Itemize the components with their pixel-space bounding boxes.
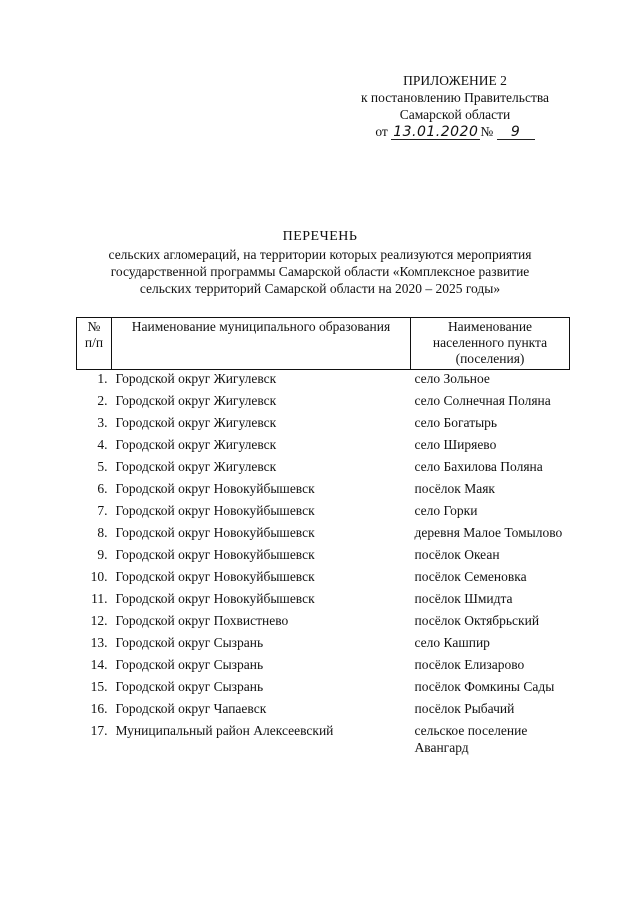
row-municipality: Городской округ Жигулевск <box>115 371 277 386</box>
row-locality: село Солнечная Поляна <box>414 393 551 408</box>
row-municipality: Муниципальный район Алексеевский <box>115 723 334 738</box>
table-row <box>77 458 570 480</box>
heading-line-2: государственной программы Самарской области «Комплексное развитие <box>110 264 530 279</box>
appendix-line-2: Самарской области <box>399 107 511 122</box>
table-row <box>77 392 570 414</box>
table-header-row <box>77 318 570 370</box>
table-row <box>77 480 570 502</box>
header-locality: Наименование населенного пункта (поселения) <box>411 318 570 370</box>
row-municipality: Городской округ Сызрань <box>115 657 264 672</box>
row-locality: село Богатырь <box>414 415 498 430</box>
row-number: 3. <box>97 415 108 430</box>
row-municipality: Городской округ Жигулевск <box>115 459 277 474</box>
row-municipality: Городской округ Новокуйбышевск <box>115 481 315 496</box>
table-row <box>77 502 570 524</box>
table-row <box>77 568 570 590</box>
heading-line-3: сельских территорий Самарской области на 2020 – 2025 годы» <box>139 281 501 296</box>
row-municipality: Городской округ Новокуйбышевск <box>115 503 315 518</box>
row-locality: село Зольное <box>414 371 490 386</box>
appendix-date-line <box>340 123 570 140</box>
row-number: 11. <box>91 591 108 606</box>
number-sign: № <box>480 124 494 139</box>
row-municipality: Городской округ Новокуйбышевск <box>115 591 315 606</box>
heading-title: ПЕРЕЧЕНЬ <box>282 229 358 244</box>
row-municipality: Городской округ Сызрань <box>115 635 264 650</box>
row-number: 14. <box>90 657 108 672</box>
row-locality: сельское поселение Авангард <box>414 723 528 755</box>
table-row <box>77 722 570 761</box>
table-row <box>77 656 570 678</box>
row-locality: село Бахилова Поляна <box>414 459 543 474</box>
row-municipality: Городской округ Жигулевск <box>115 415 277 430</box>
row-municipality: Городской округ Жигулевск <box>115 437 277 452</box>
table-row <box>77 370 570 393</box>
table-row <box>77 414 570 436</box>
row-number: 10. <box>90 569 108 584</box>
handwritten-date: 13.01.2020 <box>393 124 479 140</box>
row-number: 1. <box>97 371 108 386</box>
row-locality: село Ширяево <box>414 437 497 452</box>
row-municipality: Городской округ Чапаевск <box>115 701 267 716</box>
row-municipality: Городской округ Сызрань <box>115 679 264 694</box>
row-number: 7. <box>97 503 108 518</box>
heading-line-1: сельских агломераций, на территории которых реализуются мероприятия <box>108 247 532 262</box>
row-locality: посёлок Октябрьский <box>414 613 540 628</box>
row-locality: посёлок Шмидта <box>414 591 513 606</box>
appendix-block <box>340 72 570 140</box>
header-municipality: Наименование муниципального образования <box>112 318 411 370</box>
table-row <box>77 612 570 634</box>
row-locality: село Кашпир <box>414 635 490 650</box>
row-locality: посёлок Океан <box>414 547 500 562</box>
appendix-title: ПРИЛОЖЕНИЕ 2 <box>403 73 507 88</box>
date-prefix: от <box>375 124 388 139</box>
row-municipality: Городской округ Новокуйбышевск <box>115 569 315 584</box>
row-municipality: Городской округ Похвистнево <box>115 613 289 628</box>
row-number: 8. <box>97 525 108 540</box>
row-locality: посёлок Рыбачий <box>414 701 515 716</box>
row-number: 15. <box>90 679 108 694</box>
handwritten-number: 9 <box>497 125 535 140</box>
row-municipality: Городской округ Новокуйбышевск <box>115 547 315 562</box>
row-number: 4. <box>97 437 108 452</box>
row-number: 17. <box>90 723 108 738</box>
row-locality: деревня Малое Томылово <box>414 525 563 540</box>
table-row <box>77 700 570 722</box>
header-number: № п/п <box>77 318 112 370</box>
table-row <box>77 524 570 546</box>
row-number: 2. <box>97 393 108 408</box>
table-row <box>77 590 570 612</box>
row-locality: посёлок Елизарово <box>414 657 525 672</box>
table-row <box>77 546 570 568</box>
row-municipality: Городской округ Жигулевск <box>115 393 277 408</box>
row-number: 6. <box>97 481 108 496</box>
row-number: 13. <box>90 635 108 650</box>
table-row <box>77 436 570 458</box>
row-municipality: Городской округ Новокуйбышевск <box>115 525 315 540</box>
agglomerations-table <box>76 317 570 761</box>
row-number: 16. <box>90 701 108 716</box>
row-locality: село Горки <box>414 503 478 518</box>
table-row <box>77 634 570 656</box>
document-heading <box>60 228 580 297</box>
row-locality: посёлок Маяк <box>414 481 495 496</box>
table-row <box>77 678 570 700</box>
row-number: 9. <box>97 547 108 562</box>
table-body <box>77 370 570 762</box>
row-number: 12. <box>90 613 108 628</box>
appendix-line-1: к постановлению Правительства <box>360 90 550 105</box>
row-locality: посёлок Семеновка <box>414 569 527 584</box>
row-number: 5. <box>97 459 108 474</box>
row-locality: посёлок Фомкины Сады <box>414 679 555 694</box>
